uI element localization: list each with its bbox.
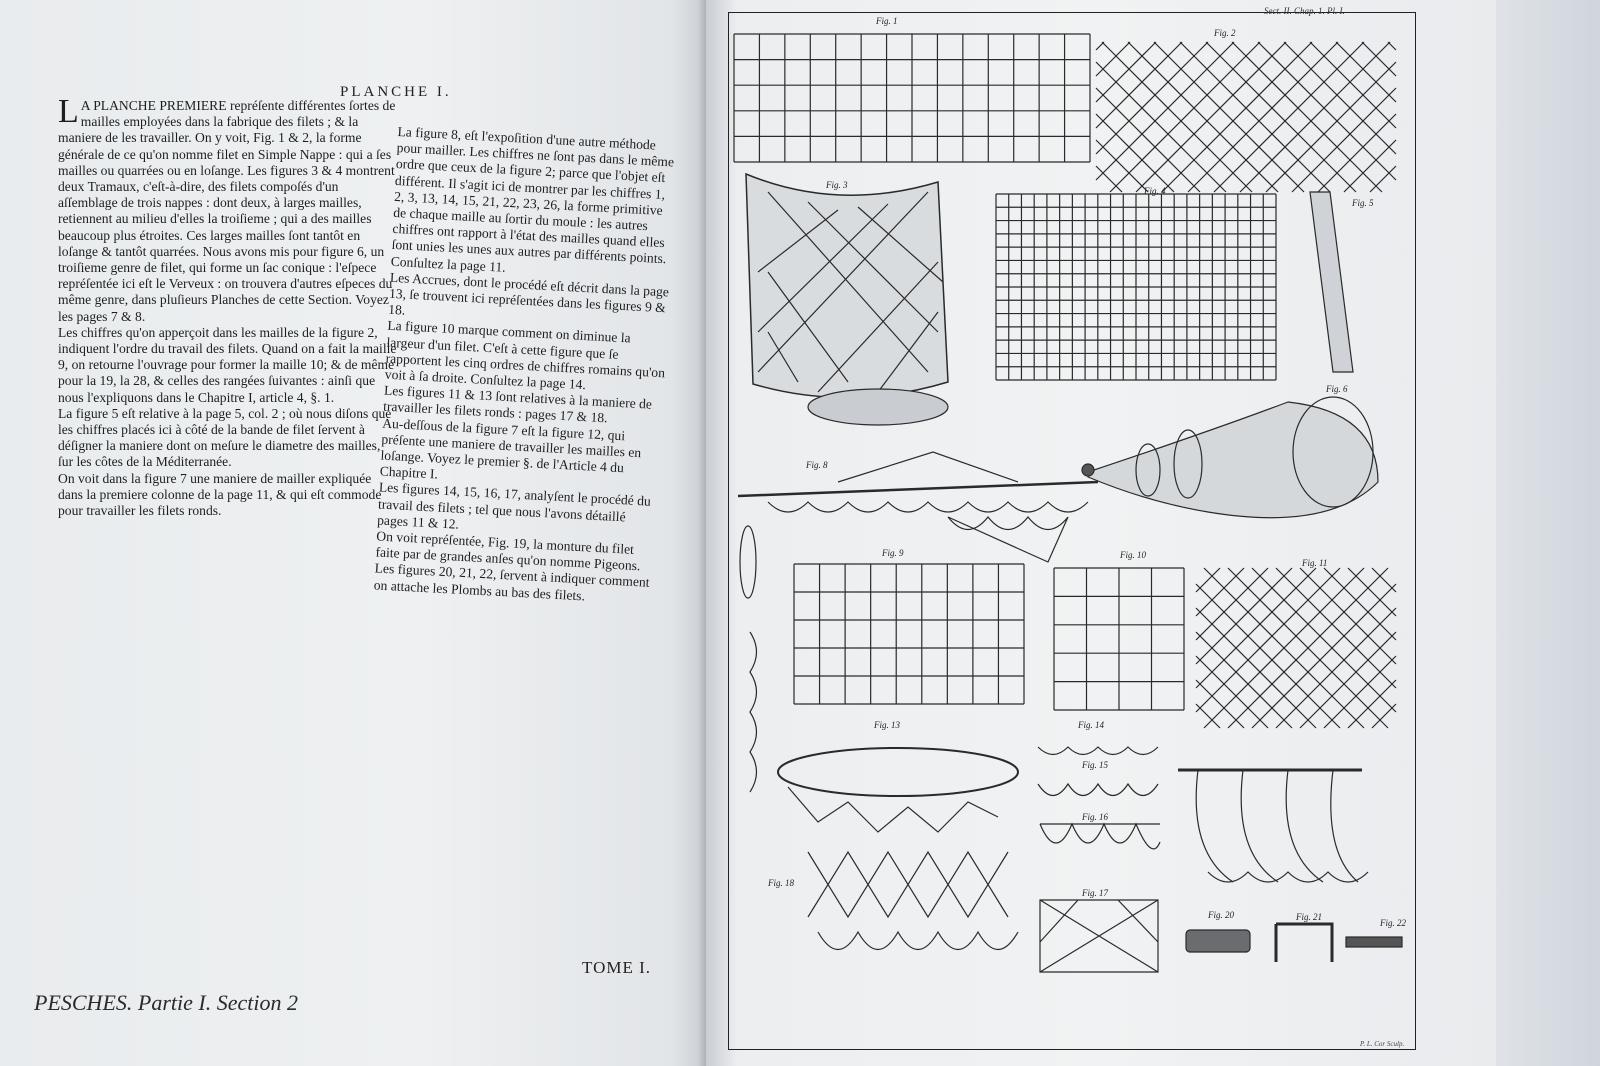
net-line: [1196, 656, 1268, 728]
fig7-fig12-loops: [740, 526, 757, 792]
net-line: [1096, 42, 1156, 102]
fig-label: Fig. 13: [874, 720, 900, 730]
column-1-text: A PLANCHE PREMIERE repréſente différentes ſortes de mailles employées dans la fabrique des filets ; & la maniere de les travailler. On y voit, Fig. 1 & 2, la forme générale de ce qu'on nomme filet en Simple Nappe : qui a ſes mailles ou quarrées ou en loſange. Les figures 3 & 4 montrent deux Tramaux, c'eſt-à-dire, des filets compoſés d'un aſſemblage de trois nappes : dont deux, à larges mailles, retiennent au milieu d'elles la troiſieme ; qui a des mailles beaucoup plus étroites. Ces larges mailles ſont tantôt en loſange & tantôt quarrées. Nous avons mis pour figure 6, un troiſieme genre de filet, qui forme un ſac conique : l'eſpece repréſentée ici eſt le Verveux : on trouvera d'autres eſpeces du même genre, dans pluſieurs Planches de cette Section. Voyez les pages 7 & 8. Les chiffres qu'on apperçoit dans les mailles de la figure 2, indiquent l'ordre du travail des filets. Quand on a fait la maille 9, on retourne l'ouvrage pour former la maille 10; & de même pour la 19, la 28, & celles des rangées ſuivantes : ainſi que nous l'expliquons dans le Chapitre I, article 4, §. 1. La figure 5 eſt relative à la page 5, col. 2 ; où nous diſons que les chiffres placés ici à côté de la bande de filet ſervent à déſigner la maniere dont on meſure le diametre des mailles, ſur les côtes de la Méditerranée. On voit dans la figure 7 une maniere de mailler expliquée dans la premiere colonne de la page 11, & qui eſt commode pour travailler les filets ronds.: [58, 98, 397, 519]
fig-label: Fig. 1: [876, 16, 898, 26]
fig13-round-net: [778, 748, 1018, 832]
net-line: [1096, 42, 1234, 180]
fig-label: Fig. 2: [1214, 28, 1236, 38]
plate-header: Sect. II. Chap. 1. Pl. I.: [1264, 6, 1345, 16]
net-line: [1196, 568, 1316, 688]
fig8-meshing-rod: [738, 452, 1098, 562]
net-line: [1196, 608, 1316, 728]
net-line: [1276, 568, 1396, 688]
net-line: [1324, 568, 1396, 640]
left-page: [0, 0, 706, 1066]
fig-label: Fig. 17: [1082, 888, 1108, 898]
fig-label: Fig. 16: [1082, 812, 1108, 822]
fig-label: Fig. 6: [1326, 384, 1348, 394]
net-line: [1362, 42, 1396, 76]
net-line: [1096, 42, 1104, 50]
fig-label: Fig. 21: [1296, 912, 1322, 922]
net-line: [1096, 62, 1226, 192]
fig-label: Fig. 11: [1302, 558, 1328, 568]
net-line: [1324, 656, 1396, 728]
fig18-accrues: [808, 852, 1018, 950]
fig9-grid: [794, 564, 1024, 704]
fig5-net-strip: [1310, 192, 1353, 372]
net-line: [1388, 42, 1396, 50]
fig-label: Fig. 4: [1144, 186, 1166, 196]
fig4-trammel-square-net: [996, 194, 1276, 380]
net-line: [1096, 42, 1130, 76]
net-line: [1196, 568, 1268, 640]
engraving-plate: [728, 12, 1414, 1048]
net-line: [1252, 568, 1396, 712]
net-line: [1258, 42, 1396, 180]
text-column-2: La figure 8, eſt l'expoſition d'une autre méthode pour mailler. Les chiffres ne ſont pas dans le même ordre que ceux de la figure 2; parce que l'objet eſt différent. Il s'agit ici de montrer par les chiffres 1, 2, 3, 13, 14, 15, 21, 22, 23, 26, la forme primitive de chaque maille au ſortir du moule : les autres chiffres ont rapport à l'état des mailles quand elles ſont unies les unes aux autres par différents points. Conſultez la page 11. Les Accrues, dont le procédé eſt décrit dans la page 13, ſe trouvent ici repréſentées dans les figures 9 & 18. La figure 10 marque comment on diminue la largeur d'un filet. C'eſt à cette figure que ſe rapportent les cinq ordres de chiffres romains qu'on voit à ſa droite. Conſultez la page 14. Les figures 11 & 13 ſont relatives à la maniere de travailler les filets ronds : pages 17 & 18. Au-deſſous de la figure 7 eſt la figure 12, qui préſente une maniere de travailler les mailles en loſange. Voyez le premier §. de l'Article 4 du Chapitre I. Les figures 14, 15, 16, 17, analyſent le procédé du travail des filets ; tel que nous l'avons détaillé pages 11 & 12. On voit repréſentée, Fig. 19, la monture du filet faite par de grandes anſes qu'on nomme Pigeons. Les figures 20, 21, 22, ſervent à indiquer comment on attache les Plombs au bas des filets.: [373, 124, 675, 604]
net-line: [1318, 114, 1396, 192]
fig-label: Fig. 8: [806, 460, 828, 470]
net-line: [1096, 88, 1200, 192]
net-line: [1196, 568, 1340, 712]
fig10-grid: [1054, 568, 1184, 710]
net-line: [1196, 584, 1340, 728]
fig6-verveux-trap: [1082, 397, 1378, 518]
drop-cap: L: [58, 93, 79, 130]
net-line: [1300, 568, 1396, 664]
tome-label: TOME I.: [582, 958, 652, 977]
net-line: [1096, 140, 1148, 192]
net-line: [1300, 632, 1396, 728]
net-line: [1196, 568, 1292, 664]
net-line: [1196, 632, 1292, 728]
fig-label: Fig. 14: [1078, 720, 1104, 730]
net-line: [1252, 584, 1396, 728]
net-line: [1096, 42, 1182, 128]
fig-label: Fig. 3: [826, 180, 848, 190]
net-line: [1310, 42, 1396, 128]
fig-label: Fig. 20: [1208, 910, 1234, 920]
net-line: [1276, 608, 1396, 728]
net-line: [1292, 88, 1396, 192]
fig-label: Fig. 5: [1352, 198, 1374, 208]
net-line: [1344, 140, 1396, 192]
fig-label: Fig. 9: [882, 548, 904, 558]
fig20-22-leads: [1186, 924, 1402, 962]
fig1-square-net: [734, 34, 1090, 162]
fig19-pigeons: [1178, 770, 1368, 882]
fig3-trammel-net: [746, 174, 948, 425]
net-line: [1336, 42, 1396, 102]
footer-title: PESCHES. Partie I. Section 2: [34, 990, 298, 1015]
fig14-17-mesh-steps: [1038, 747, 1160, 972]
background-cloth: [1496, 0, 1600, 1066]
fig-label: Fig. 10: [1120, 550, 1146, 560]
net-line: [1266, 62, 1396, 192]
engraver-signature: P. L. Cor Sculp.: [1360, 1040, 1405, 1048]
fig-label: Fig. 22: [1380, 918, 1406, 928]
net-line: [1370, 166, 1396, 192]
text-column-1: [58, 93, 398, 519]
fig-label: Fig. 18: [768, 878, 794, 888]
fig-label: Fig. 15: [1082, 760, 1108, 770]
fig2-diamond-net: [1096, 42, 1396, 192]
fig11-diamond-net: [1196, 568, 1396, 728]
net-line: [1096, 114, 1174, 192]
plate-title: PLANCHE I.: [340, 84, 452, 100]
net-line: [1096, 166, 1122, 192]
